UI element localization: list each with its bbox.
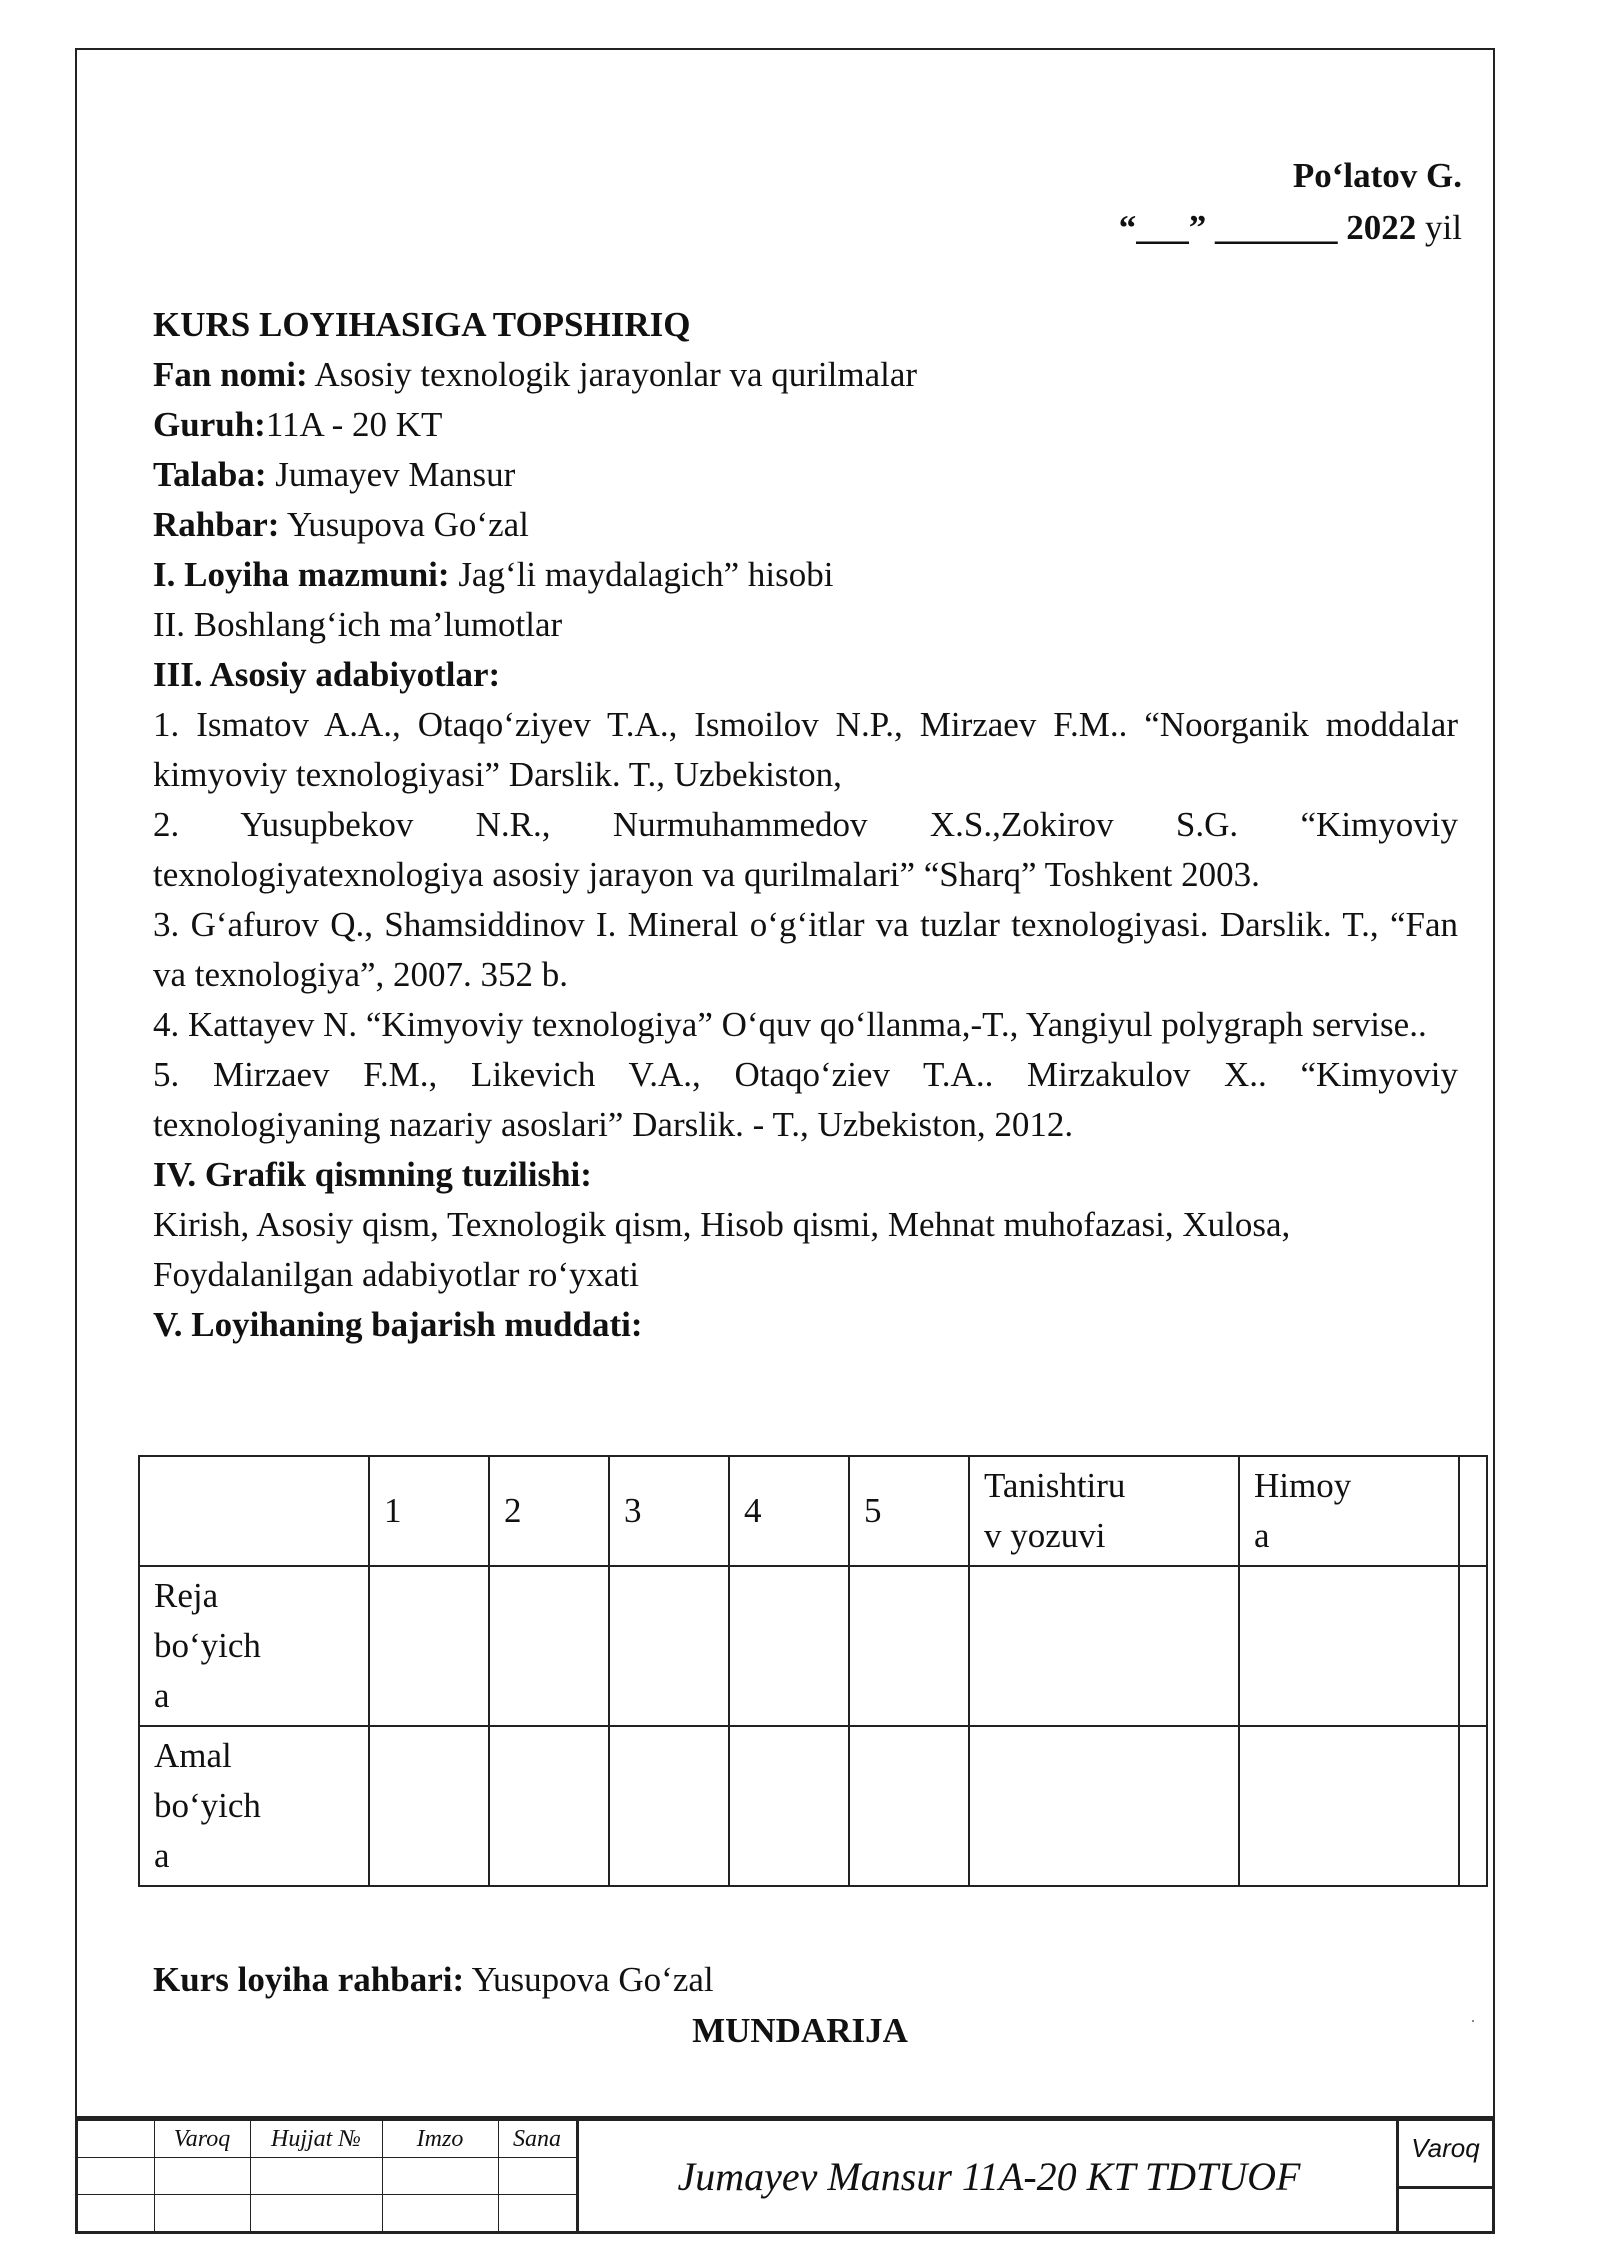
title-block-cell <box>78 2195 154 2232</box>
title-block-sheet-label: Varoq <box>1399 2121 1492 2189</box>
approval-block <box>1119 150 1462 254</box>
title-block-header: Hujjat № <box>250 2121 382 2158</box>
supervisor-value: Yusupova Go‘zal <box>279 505 529 544</box>
header-cell: 3 <box>609 1456 729 1566</box>
title-block-designation: Jumayev Mansur 11A-20 KT TDTUOF <box>576 2121 1399 2231</box>
group-line <box>153 400 1458 450</box>
title-block-header: Imzo <box>382 2121 498 2158</box>
table-cell[interactable] <box>489 1726 609 1886</box>
subject-value: Asosiy texnologik jarayonlar va qurilmalar <box>307 355 918 394</box>
document-title: KURS LOYIHASIGA TOPSHIRIQ <box>153 305 691 344</box>
toc-title: MUNDARIJA <box>692 2011 908 2050</box>
title-block-cell <box>78 2158 154 2195</box>
course-supervisor-line <box>153 1955 714 2005</box>
section-5-label: . Loyihaning bajarish muddati: <box>173 1305 643 1344</box>
header-cell: 2 <box>489 1456 609 1566</box>
table-cell[interactable] <box>849 1566 969 1726</box>
section-4-heading <box>153 1150 1458 1200</box>
table-cell[interactable] <box>729 1726 849 1886</box>
section-5-number: V <box>153 1305 174 1344</box>
title-block-cell <box>498 2158 576 2195</box>
table-cell[interactable] <box>969 1566 1239 1726</box>
header-cell: Himoy a <box>1239 1456 1459 1566</box>
assignment-content <box>153 300 1458 1350</box>
date-year: 2022 <box>1337 208 1417 247</box>
header-cell: 1 <box>369 1456 489 1566</box>
table-cell[interactable] <box>1459 1566 1487 1726</box>
table-cell[interactable] <box>489 1566 609 1726</box>
section-3-heading <box>153 650 1458 700</box>
header-cell <box>1459 1456 1487 1566</box>
date-year-suffix: yil <box>1416 208 1462 247</box>
date-quote-open: “ <box>1118 208 1137 247</box>
header-cell: 5 <box>849 1456 969 1566</box>
reference-item: 5. Mirzaev F.M., Likevich V.A., Otaqo‘ziev T.A.. Mirzakulov X.. “Kimyoviy texnologiyaning nazariy asoslari” Darslik. - T., Uzbekiston, 2012. <box>153 1055 1458 1144</box>
section-4-number: IV <box>153 1155 188 1194</box>
reference-item: 3. G‘afurov Q., Shamsiddinov I. Mineral o‘g‘itlar va tuzlar texnologiyasi. Darslik. T., “Fan va texnologiya”, 2007. 352 b. <box>153 905 1458 994</box>
student-line <box>153 450 1458 500</box>
table-cell[interactable] <box>729 1566 849 1726</box>
table-cell[interactable] <box>609 1726 729 1886</box>
section-1 <box>153 550 1458 600</box>
row-label: Amal bo‘yich a <box>139 1726 369 1886</box>
schedule-header-row <box>139 1456 1487 1566</box>
header-cell: 4 <box>729 1456 849 1566</box>
schedule-row-actual <box>139 1726 1487 1886</box>
schedule-table <box>138 1455 1488 1887</box>
date-day-blank: ___ <box>1136 208 1189 247</box>
section-4-label: . Grafik qismning tuzilishi: <box>187 1155 592 1194</box>
date-month-blank: _______ <box>1215 208 1338 247</box>
table-cell[interactable] <box>369 1566 489 1726</box>
header-cell: Tanishtiru v yozuvi <box>969 1456 1239 1566</box>
row-label: Reja bo‘yich a <box>139 1566 369 1726</box>
title-block-cell <box>78 2121 154 2158</box>
student-value: Jumayev Mansur <box>266 455 516 494</box>
title-block-cell <box>382 2158 498 2195</box>
date-quote-close: ” <box>1188 208 1216 247</box>
section-3-number: III <box>153 655 194 694</box>
title-block-header: Varoq <box>154 2121 250 2158</box>
title-block <box>75 2118 1495 2234</box>
section-1-value: Jag‘li maydalagich” hisobi <box>449 555 834 594</box>
title-block-cell <box>250 2195 382 2232</box>
title-block-row <box>78 2121 576 2158</box>
table-cell[interactable] <box>849 1726 969 1886</box>
reference-item: 4. Kattayev N. “Kimyoviy texnologiya” O‘quv qo‘llanma,-T., Yangiyul polygraph servise.. <box>153 1005 1427 1044</box>
title-block-cell <box>498 2195 576 2232</box>
approval-date-line <box>1119 202 1462 254</box>
title-block-sheet <box>1396 2121 1492 2231</box>
title-block-row <box>78 2195 576 2232</box>
supervisor-label: Rahbar: <box>153 505 280 544</box>
header-cell <box>139 1456 369 1566</box>
title-block-cell <box>382 2195 498 2232</box>
reference-item: 1. Ismatov A.A., Otaqo‘ziyev T.A., Ismoilov N.P., Mirzaev F.M.. “Noorganik moddalar kimyoviy texnologiyasi” Darslik. T., Uzbekiston, <box>153 705 1458 794</box>
table-cell[interactable] <box>969 1726 1239 1886</box>
supervisor-line <box>153 500 1458 550</box>
group-value: 11A - 20 KT <box>265 405 443 444</box>
title-block-grid <box>78 2121 577 2232</box>
section-3-label: . Asosiy adabiyotlar: <box>193 655 501 694</box>
title-block-header: Sana <box>498 2121 576 2158</box>
student-label: Talaba: <box>153 455 267 494</box>
table-cell[interactable] <box>1459 1726 1487 1886</box>
schedule-row-plan <box>139 1566 1487 1726</box>
table-cell[interactable] <box>1239 1726 1459 1886</box>
speck-mark <box>1472 2020 1474 2022</box>
course-supervisor-label: Kurs loyiha rahbari: <box>153 1960 465 1999</box>
section-2: II. Boshlang‘ich ma’lumotlar <box>153 605 563 644</box>
approver-name: Po‘latov G. <box>1292 156 1462 195</box>
section-5-heading <box>153 1300 1458 1350</box>
subject-line <box>153 350 1458 400</box>
course-supervisor-value: Yusupova Go‘zal <box>464 1960 714 1999</box>
group-label: Guruh: <box>153 405 266 444</box>
table-cell[interactable] <box>369 1726 489 1886</box>
section-4-text: Kirish, Asosiy qism, Texnologik qism, Hisob qismi, Mehnat muhofazasi, Xulosa, Foydalanilgan adabiyotlar ro‘yxati <box>153 1205 1291 1294</box>
table-cell[interactable] <box>1239 1566 1459 1726</box>
title-block-row <box>78 2158 576 2195</box>
title-block-cell <box>250 2158 382 2195</box>
reference-item: 2. Yusupbekov N.R., Nurmuhammedov X.S.,Zokirov S.G. “Kimyoviy texnologiyatexnologiya asosiy jarayon va qurilmalari” “Sharq” Toshkent 2003. <box>153 805 1458 894</box>
title-block-cell <box>154 2158 250 2195</box>
section-1-label: I. Loyiha mazmuni: <box>153 555 450 594</box>
subject-label: Fan nomi: <box>153 355 308 394</box>
title-block-cell <box>154 2195 250 2232</box>
table-cell[interactable] <box>609 1566 729 1726</box>
